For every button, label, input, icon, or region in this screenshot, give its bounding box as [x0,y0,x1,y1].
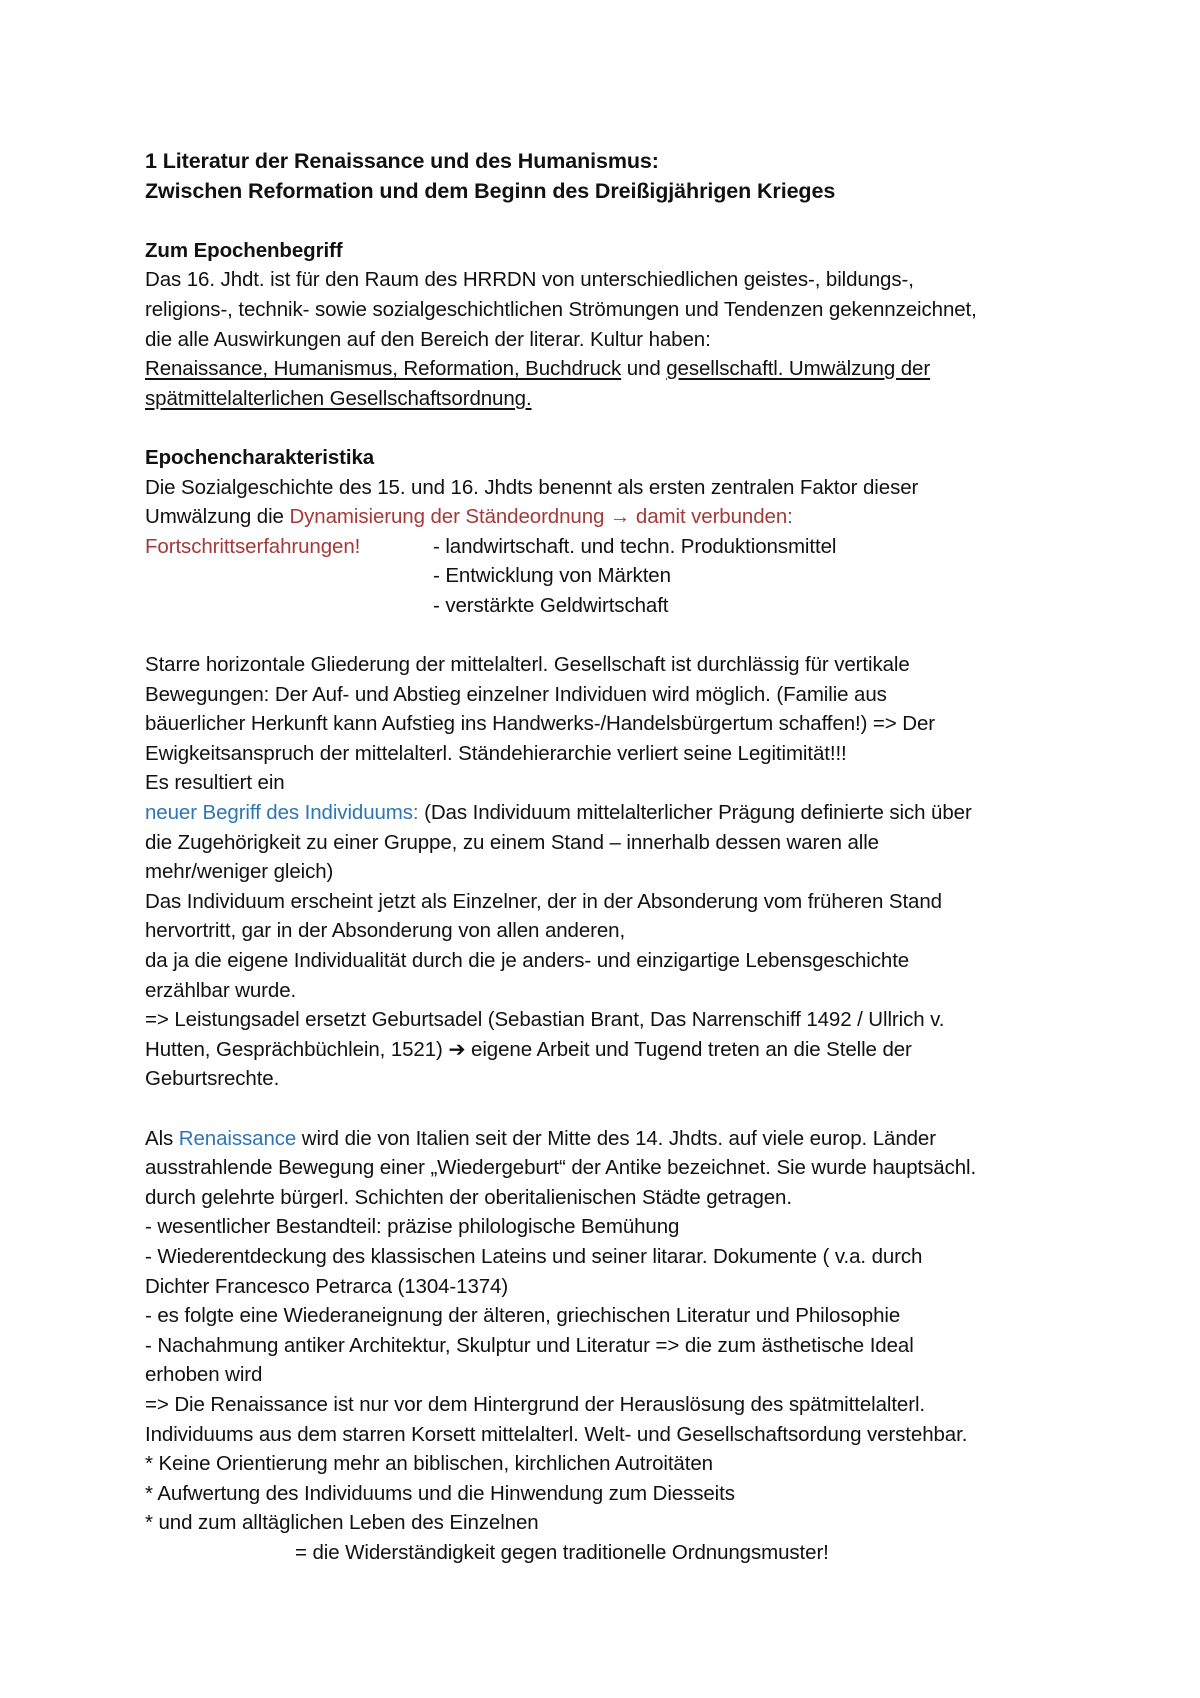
text-span: eigene Arbeit und Tugend treten an die Stelle der [465,1037,912,1061]
underlined-line [145,354,1140,384]
paragraph-line: Dichter Francesco Petrarca (1304-1374) [145,1274,509,1298]
paragraph-line: hervortritt, gar in der Absonderung von allen anderen, [145,919,626,943]
paragraph-line: Die Sozialgeschichte des 15. und 16. Jhdts benennt als ersten zentralen Faktor dieser [145,475,919,499]
paragraph-line: => Leistungsadel ersetzt Geburtsadel (Sebastian Brant, Das Narrenschiff 1492 / Ullrich v. [145,1008,945,1032]
paragraph-line [145,798,1140,828]
title-line-2: Zwischen Reformation und dem Beginn des Dreißigjährigen Krieges [145,178,836,203]
paragraph-line: - Wiederentdeckung des klassischen Lateins und seiner litarar. Dokumente ( v.a. durch [145,1244,923,1268]
paragraph-line [145,502,1140,532]
paragraph-line: religions-, technik- sowie sozialgeschichtlichen Strömungen und Tendenzen gekennzeichnet, [145,297,977,321]
text-span: (Das Individuum mittelalterlicher Prägung definierte sich über [418,801,972,825]
paragraph-line: erhoben wird [145,1363,263,1387]
paragraph-line: - wesentlicher Bestandteil: präzise philologische Bemühung [145,1215,680,1239]
text-span: Hutten, Gesprächbüchlein, 1521) [145,1037,449,1061]
spacer [145,413,1140,443]
paragraph-line: * Keine Orientierung mehr an biblischen, kirchlichen Autroitäten [145,1452,713,1476]
paragraph-line: mehr/weniger gleich) [145,860,334,884]
highlight-red: Fortschrittserfahrungen! [145,534,361,558]
arrow-icon: ➔ [448,1036,466,1061]
paragraph-line: erzählbar wurde. [145,978,297,1002]
paragraph-line: Bewegungen: Der Auf- und Abstieg einzelner Individuen wird möglich. (Familie aus [145,682,887,706]
list-row [145,532,1140,562]
paragraph-line: Das Individuum erscheint jetzt als Einzelner, der in der Absonderung vom früheren Stand [145,889,942,913]
paragraph-line: die alle Auswirkungen auf den Bereich der literar. Kultur haben: [145,327,711,351]
list-item: - landwirtschaft. und techn. Produktionsmittel [433,534,837,558]
section-heading-charakteristika: Epochencharakteristika [145,445,375,469]
spacer [145,1094,1140,1124]
spacer [145,206,1140,236]
arrow-icon: → [604,505,636,529]
paragraph-line: bäuerlicher Herkunft kann Aufstieg ins Handwerks-/Handelsbürgertum schaffen!) => Der [145,712,935,736]
paragraph-line: => Die Renaissance ist nur vor dem Hintergrund der Herauslösung des spätmittelalterl. [145,1392,926,1416]
paragraph-line: - Nachahmung antiker Architektur, Skulptur und Literatur => die zum ästhetische Ideal [145,1333,914,1357]
paragraph-line: da ja die eigene Individualität durch die je anders- und einzigartige Lebensgeschichte [145,949,910,973]
paragraph-line: die Zugehörigkeit zu einer Gruppe, zu einem Stand – innerhalb dessen waren alle [145,830,879,854]
paragraph-line: * Aufwertung des Individuums und die Hinwendung zum Diesseits [145,1481,735,1505]
highlight-red: Dynamisierung der Ständeordnung [289,505,605,529]
list-item: - verstärkte Geldwirtschaft [433,593,669,617]
paragraph-line: Geburtsrechte. [145,1067,280,1091]
paragraph-line: - es folgte eine Wiederaneignung der älteren, griechischen Literatur und Philosophie [145,1304,901,1328]
text-span: Umwälzung die [145,505,290,529]
connector-text: und [621,357,667,381]
highlight-red: damit verbunden: [635,505,793,529]
paragraph-line: durch gelehrte bürgerl. Schichten der oberitalienischen Städte getragen. [145,1185,792,1209]
paragraph-line: * und zum alltäglichen Leben des Einzelnen [145,1511,539,1535]
paragraph-line: Individuums aus dem starren Korsett mittelalterl. Welt- und Gesellschaftsordung verstehbar. [145,1422,968,1446]
list-item: - Entwicklung von Märkten [433,564,671,588]
underlined-text: spätmittelalterlichen Gesellschaftsordnung. [145,386,532,410]
paragraph-line [145,1035,1140,1065]
text-span: Als [145,1126,179,1150]
highlight-blue: Renaissance [178,1126,297,1150]
paragraph-line: Das 16. Jhdt. ist für den Raum des HRRDN von unterschiedlichen geistes-, bildungs-, [145,268,914,292]
text-span: wird die von Italien seit der Mitte des 14. Jhdts. auf viele europ. Länder [296,1126,936,1150]
underlined-text: Renaissance, Humanismus, Reformation, Buchdruck [145,357,622,381]
paragraph-line: Es resultiert ein [145,771,285,795]
underlined-line [145,384,1140,414]
section-heading-epochenbegriff: Zum Epochenbegriff [145,238,343,262]
paragraph-line: Ewigkeitsanspruch der mittelalterl. Ständehierarchie verliert seine Legitimität!!! [145,741,847,765]
conclusion-line: = die Widerständigkeit gegen traditionelle Ordnungsmuster! [295,1540,829,1564]
underlined-text: gesellschaftl. Umwälzung der [666,357,931,381]
spacer [145,621,1140,651]
highlight-blue: neuer Begriff des Individuums: [145,801,419,825]
title-line-1: 1 Literatur der Renaissance und des Humanismus: [145,149,659,173]
paragraph-line: ausstrahlende Bewegung einer „Wiedergeburt“ der Antike bezeichnet. Sie wurde hauptsächl. [145,1156,977,1180]
paragraph-line [145,1124,1140,1154]
paragraph-line: Starre horizontale Gliederung der mittelalterl. Gesellschaft ist durchlässig für vertikale [145,653,910,677]
